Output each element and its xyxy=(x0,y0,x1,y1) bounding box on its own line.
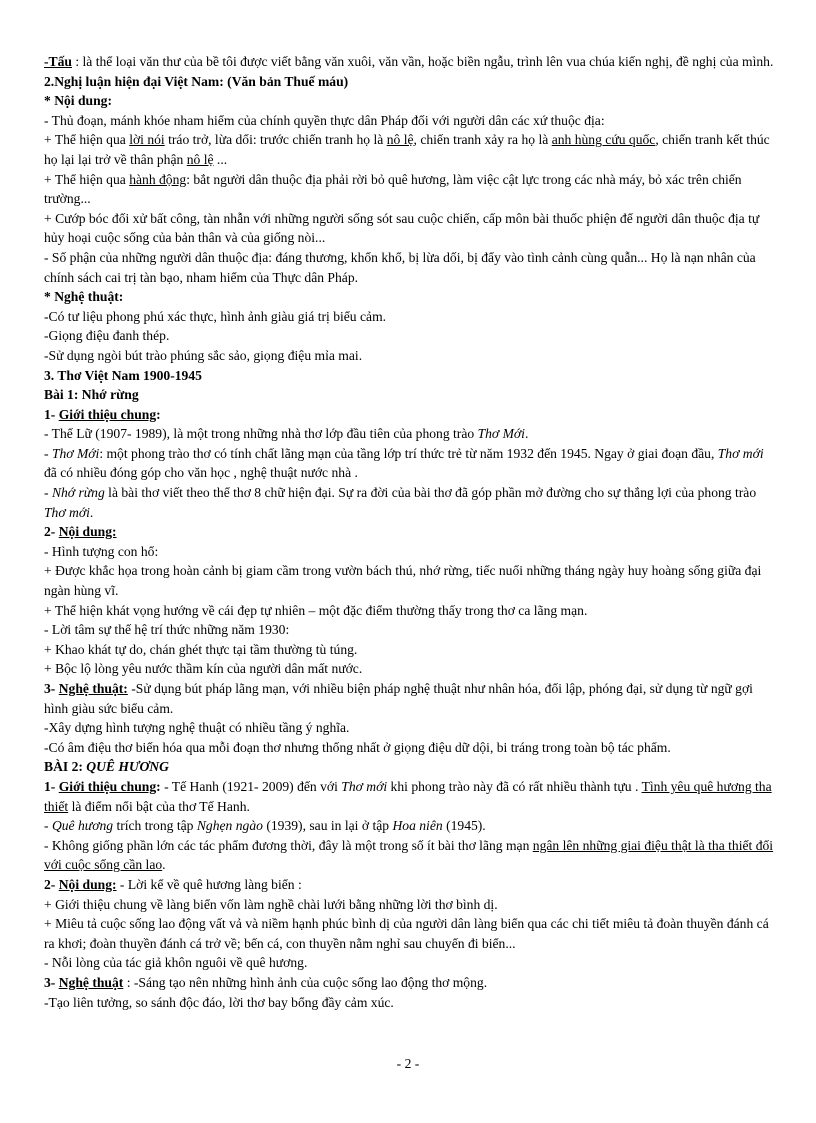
paragraph xyxy=(44,659,774,679)
text-run: 1- xyxy=(44,778,59,794)
text-run: (1945). xyxy=(442,818,486,834)
paragraph xyxy=(44,405,774,425)
paragraph xyxy=(44,326,774,346)
text-run: Nghệ thuật: xyxy=(58,681,128,696)
text-run: Giới thiệu chung xyxy=(58,778,157,794)
text-run: là bài thơ viết theo thể thơ 8 chữ hiện đại. Sự ra đời của bài thơ đã góp phần mở đường cho sự thắng lợi của phong trào xyxy=(104,485,757,501)
text-run: : xyxy=(156,778,161,794)
paragraph xyxy=(44,620,774,640)
text-run: + Miêu tả cuộc sống lao động vất vả và niềm hạnh phúc bình dị của người dân làng biển qua các chi tiết miêu tả đoàn thuyền đánh cá ra khơi; đoàn thuyền đánh cá trở về; bến cá, con thuyền nằm nghỉ sau chuyến đi biển... xyxy=(44,916,769,951)
paragraph xyxy=(44,561,774,600)
paragraph xyxy=(44,111,774,131)
paragraph xyxy=(44,444,774,483)
text-run: Thơ mới xyxy=(341,778,388,794)
text-run: -Xây dựng hình tượng nghệ thuật có nhiều tầng ý nghĩa. xyxy=(44,720,350,736)
text-run: - xyxy=(44,445,52,461)
paragraph xyxy=(44,718,774,738)
text-run: - Số phận của những người dân thuộc địa: đáng thương, khốn khổ, bị lừa dối, bị đẩy vào tình cảnh cùng quẫn... Họ là nạn nhân của chính sách cai trị tàn bạo, nham hiểm của Thực dân Pháp. xyxy=(44,249,756,285)
text-run: , chiến tranh kết thúc họ lại lại trở về thân phận xyxy=(44,132,770,167)
text-run: nô lệ xyxy=(186,151,214,167)
paragraph xyxy=(44,522,774,542)
text-run: - Hình tượng con hổ: xyxy=(44,543,159,559)
text-run: anh hùng cứu quốc xyxy=(551,132,656,148)
text-run: Thơ mới xyxy=(44,504,90,520)
text-run: Nhớ rừng xyxy=(51,485,105,501)
text-run: : -Sáng tạo nên những hình ảnh của cuộc sống lao động thơ mộng. xyxy=(123,974,488,990)
text-run: : xyxy=(156,406,161,422)
text-run: 3- xyxy=(44,974,59,990)
paragraph xyxy=(44,52,774,72)
text-run: đã có nhiều đóng góp cho văn học , nghệ thuật nước nhà . xyxy=(44,465,358,481)
text-run: - xyxy=(44,485,52,501)
text-run: -Sử dụng bút pháp lãng mạn, với nhiều biện pháp nghệ thuật như nhân hóa, đối lập, phóng đại, sử dụng từ ngữ gợi hình giàu sức biểu cảm. xyxy=(44,681,753,716)
text-run: + Thể hiện qua xyxy=(44,171,130,187)
text-run: . xyxy=(89,504,94,520)
text-run: ... xyxy=(213,151,228,167)
text-run: - Nỗi lòng của tác giả khôn nguôi về quê hương. xyxy=(44,955,308,971)
text-run: -Có âm điệu thơ biến hóa qua mỗi đoạn thơ nhưng thống nhất ở giọng điệu dữ dội, bi tráng trong toàn bộ tác phẩm. xyxy=(44,739,671,755)
text-run: : là thể loại văn thư của bề tôi được viết bằng văn xuôi, văn vần, hoặc biền ngẫu, trình lên vua chúa kiến nghị, đề nghị của mình. xyxy=(71,54,774,69)
text-run: (1939), sau in lại ở tập xyxy=(262,818,393,834)
text-run: - Thế Lữ (1907- 1989), là một trong những nhà thơ lớp đầu tiên của phong trào xyxy=(44,426,478,442)
text-run: 1- xyxy=(44,406,59,422)
text-run: hành động xyxy=(129,171,187,187)
paragraph xyxy=(44,953,774,973)
paragraph xyxy=(44,777,774,816)
text-run: Bài 1: Nhớ rừng xyxy=(44,387,139,403)
paragraph xyxy=(44,424,774,444)
paragraph xyxy=(44,914,774,953)
text-run: -Tấu xyxy=(44,54,72,69)
text-run: . xyxy=(162,857,166,873)
text-run: , chiến tranh xảy ra họ là xyxy=(413,132,552,148)
text-run: Hoa niên xyxy=(392,818,443,834)
paragraph xyxy=(44,366,774,386)
text-run: + Được khắc họa trong hoàn cảnh bị giam cầm trong vườn bách thú, nhớ rừng, tiếc nuối những tháng ngày huy hoàng sống giữa đại ngàn hùng vĩ. xyxy=(44,563,762,599)
text-run: Tình yêu quê hương tha thiết xyxy=(44,778,772,814)
text-run: ngân lên những giai điệu thật là tha thiết đối với cuộc sống cần lao xyxy=(44,837,774,873)
text-run: lời nói xyxy=(129,132,165,148)
text-run: Thơ Mới xyxy=(477,426,525,442)
text-run: + Khao khát tự do, chán ghét thực tại tầm thường tù túng. xyxy=(44,641,358,657)
text-run: + Thể hiện khát vọng hướng về cái đẹp tự nhiên – một đặc điểm thường thấy trong thơ ca lãng mạn. xyxy=(44,602,588,618)
text-run: . xyxy=(524,426,529,442)
paragraph xyxy=(44,973,774,993)
text-run: -Giọng điệu đanh thép. xyxy=(44,328,170,344)
paragraph xyxy=(44,738,774,758)
paragraph xyxy=(44,816,774,836)
text-run: - Lời tâm sự thế hệ trí thức những năm 1930: xyxy=(44,622,290,638)
text-run: Thơ Mới xyxy=(51,445,100,461)
paragraph xyxy=(44,601,774,621)
text-run: : một phong trào thơ có tính chất lãng mạn của tầng lớp trí thức trẻ từ năm 1932 đến 1945. Ngay ở giai đoạn đầu, xyxy=(99,445,718,461)
text-run: * Nội dung: xyxy=(44,93,112,109)
text-run: khi phong trào này đã có rất nhiều thành tựu . xyxy=(387,778,642,794)
paragraph xyxy=(44,385,774,405)
text-run: là điểm nổi bật của thơ Tế Hanh. xyxy=(68,798,250,814)
text-run: Thơ mới xyxy=(717,445,764,461)
paragraph xyxy=(44,248,774,287)
paragraph xyxy=(44,287,774,307)
paragraph xyxy=(44,91,774,111)
text-run: 2- xyxy=(44,876,59,892)
text-run: BÀI 2: xyxy=(44,759,87,775)
text-run: nô lệ xyxy=(386,132,414,148)
paragraph xyxy=(44,130,774,169)
paragraph xyxy=(44,483,774,522)
paragraph xyxy=(44,993,774,1013)
text-run: : bắt người dân thuộc địa phải rời bỏ quê hương, làm việc cật lực trong các nhà máy, bỏ xác trên chiến trường... xyxy=(44,171,742,207)
text-run: + Thể hiện qua xyxy=(44,132,130,148)
text-run: Nội dung: xyxy=(58,524,117,540)
paragraph xyxy=(44,895,774,915)
document-body xyxy=(44,52,774,1012)
text-run: - Lời kể về quê hương làng biển : xyxy=(116,876,302,892)
text-run: -Có tư liệu phong phú xác thực, hình ảnh giàu giá trị biểu cảm. xyxy=(44,308,387,324)
text-run: Quê hương xyxy=(51,818,114,834)
text-run: 2- xyxy=(44,524,59,540)
text-run: 3- xyxy=(44,681,59,696)
text-run: Nội dung: xyxy=(58,876,117,892)
text-run: Nghẹn ngào xyxy=(196,818,263,834)
paragraph xyxy=(44,346,774,366)
paragraph xyxy=(44,209,774,248)
text-run: - xyxy=(44,818,52,834)
paragraph xyxy=(44,757,774,777)
text-run: + Cướp bóc đối xử bất công, tàn nhẫn với những người sống sót sau cuộc chiến, cấp môn bài thuốc phiện để người dân thuộc địa tự hủy hoại cuộc sống của bản thân và của giống nòi... xyxy=(44,210,760,246)
text-run: -Tạo liên tưởng, so sánh độc đáo, lời thơ bay bổng đầy cảm xúc. xyxy=(44,994,394,1010)
text-run: -Sử dụng ngòi bút trào phúng sắc sảo, giọng điệu mỉa mai. xyxy=(44,347,363,363)
text-run: - Không giống phần lớn các tác phẩm đương thời, đây là một trong số ít bài thơ lãng mạn xyxy=(44,837,533,853)
text-run: - Tế Hanh (1921- 2009) đến với xyxy=(160,778,342,794)
paragraph xyxy=(44,679,774,718)
text-run: + Bộc lộ lòng yêu nước thầm kín của người dân mất nước. xyxy=(44,661,363,677)
paragraph xyxy=(44,72,774,92)
paragraph xyxy=(44,836,774,875)
text-run: * Nghệ thuật: xyxy=(44,289,124,305)
paragraph xyxy=(44,542,774,562)
paragraph xyxy=(44,875,774,895)
page-number: - 2 - xyxy=(396,1056,420,1071)
text-run: + Giới thiệu chung về làng biển vốn làm nghề chài lưới bằng những lời thơ bình dị. xyxy=(44,896,498,912)
text-run: - Thủ đoạn, mánh khóe nham hiểm của chính quyền thực dân Pháp đối với người dân các xứ thuộc địa: xyxy=(44,112,605,128)
paragraph xyxy=(44,307,774,327)
paragraph xyxy=(44,640,774,660)
text-run: 2.Nghị luận hiện đại Việt Nam: (Văn bản Thuế máu) xyxy=(44,73,349,89)
text-run: trích trong tập xyxy=(113,818,197,834)
text-run: Nghệ thuật xyxy=(58,974,124,990)
text-run: 3. Thơ Việt Nam 1900-1945 xyxy=(44,367,202,383)
text-run: Giới thiệu chung xyxy=(58,406,157,422)
text-run: tráo trở, lừa dối: trước chiến tranh họ là xyxy=(164,132,387,148)
paragraph xyxy=(44,170,774,209)
text-run: QUÊ HƯƠNG xyxy=(86,759,169,775)
